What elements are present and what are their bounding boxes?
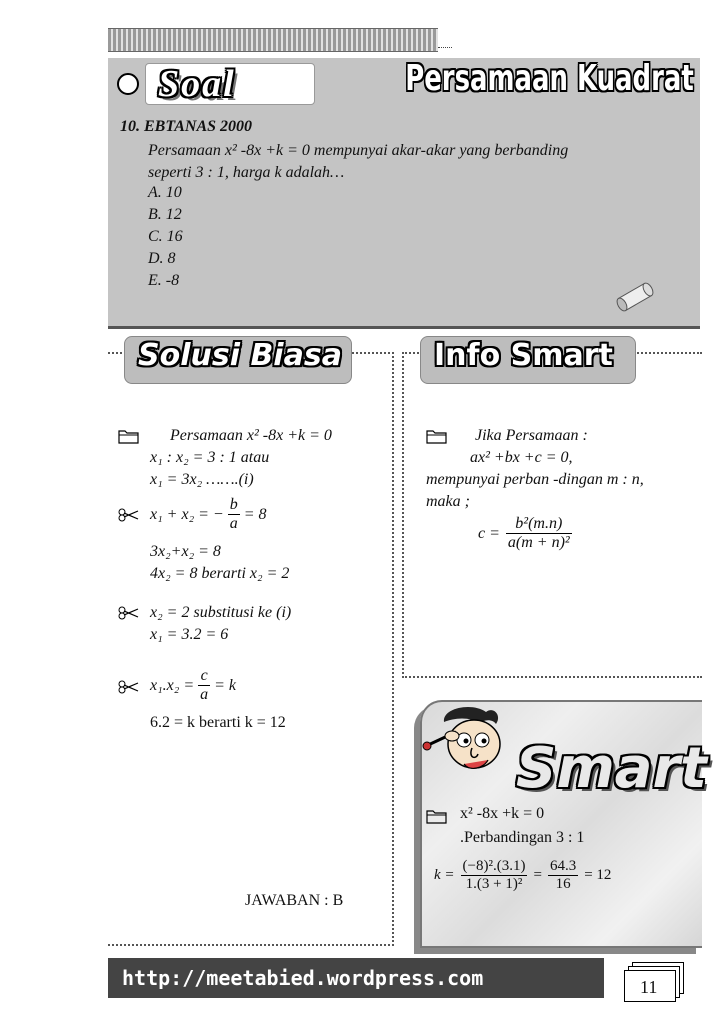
info-line-2: ax² +bx +c = 0, [470, 449, 573, 466]
sum-lhs: x₁ + x₂ = − [150, 505, 224, 523]
formula-numerator: b²(m.n) [506, 515, 572, 534]
solusi-line-4: 3x₂+x₂ = 8 [150, 543, 221, 560]
solusi-line-5: 4x₂ = 8 berarti x₂ = 2 [150, 565, 290, 582]
solusi-line-1: Persamaan x² -8x +k = 0 [170, 427, 332, 444]
formula-denominator: a(m + n)² [507, 534, 570, 551]
k-denominator-1: 1.(3 + 1)² [465, 876, 523, 892]
folder-icon [426, 428, 448, 444]
solusi-tab-title: Solusi Biasa [138, 338, 342, 373]
formula-lhs: c = [478, 524, 500, 542]
info-line-3: mempunyai perban -dingan m : n, [426, 471, 644, 488]
solusi-line-6: x₂ = 2 substitusi ke (i) [150, 604, 292, 621]
section-label: Soal [158, 63, 236, 105]
k-rhs: = 12 [584, 867, 612, 883]
k-equals: = [533, 867, 542, 883]
circle-bullet-icon [117, 73, 139, 95]
page-number: 11 [640, 977, 658, 997]
question-number-title: 10. EBTANAS 2000 [120, 118, 253, 135]
smart-line-2: .Perbandingan 3 : 1 [460, 829, 585, 846]
answer-text: JAWABAN : B [245, 892, 344, 909]
k-denominator-2: 16 [555, 876, 571, 892]
scissors-icon [118, 606, 140, 620]
question-text-line-2: seperti 3 : 1, harga k adalah… [148, 164, 345, 181]
prod-denominator: a [200, 686, 209, 703]
option-c: C. 16 [148, 228, 183, 245]
sum-numerator: b [229, 496, 238, 513]
top-decorative-strip [108, 28, 438, 52]
k-lhs: k = [434, 867, 455, 883]
folder-icon [118, 428, 140, 444]
sum-fraction [228, 496, 240, 533]
sum-of-roots-formula [150, 496, 267, 533]
smart-line-1: x² -8x +k = 0 [460, 805, 545, 822]
chapter-title: Persamaan Kuadrat [405, 58, 694, 99]
solusi-line-3: x₁ = 3x₂ …….(i) [150, 471, 254, 488]
top-dotted-line [438, 47, 452, 48]
solusi-line-7: x₁ = 3.2 = 6 [150, 626, 229, 643]
formula-fraction [506, 515, 572, 552]
product-of-roots-formula [150, 667, 236, 704]
k-calculation [434, 858, 611, 893]
cylinder-decoration-icon [614, 282, 656, 312]
footer-url[interactable]: http://meetabied.wordpress.com [122, 966, 484, 990]
option-e: E. -8 [148, 272, 180, 289]
option-d: D. 8 [148, 250, 176, 267]
k-fraction-2 [548, 858, 578, 893]
folder-icon [426, 808, 448, 824]
ratio-formula [478, 515, 572, 552]
k-numerator-1: (−8)².(3.1) [462, 858, 526, 874]
sum-denominator: a [229, 515, 238, 532]
info-tab-title: Info Smart [434, 338, 613, 373]
solusi-line-8: 6.2 = k berarti k = 12 [150, 714, 286, 731]
prod-numerator: c [198, 667, 210, 686]
option-b: B. 12 [148, 206, 182, 223]
thinking-man-icon [422, 702, 520, 792]
info-line-1: Jika Persamaan : [475, 427, 588, 444]
sum-rhs: = 8 [243, 505, 267, 523]
smart-title: Smart [516, 736, 707, 801]
solusi-line-2: x₁ : x₂ = 3 : 1 atau [150, 449, 270, 466]
question-text-line-1: Persamaan x² -8x +k = 0 mempunyai akar-akar yang berbanding [148, 142, 569, 159]
prod-lhs: x₁.x₂ = [150, 676, 195, 694]
prod-rhs: = k [214, 676, 237, 694]
scissors-icon [118, 508, 140, 522]
prod-fraction [198, 667, 210, 704]
k-fraction-1 [461, 858, 528, 893]
info-line-4: maka ; [426, 493, 470, 510]
question-text [148, 140, 686, 184]
k-numerator-2: 64.3 [549, 858, 577, 874]
scissors-icon [118, 680, 140, 694]
option-a: A. 10 [148, 184, 182, 201]
